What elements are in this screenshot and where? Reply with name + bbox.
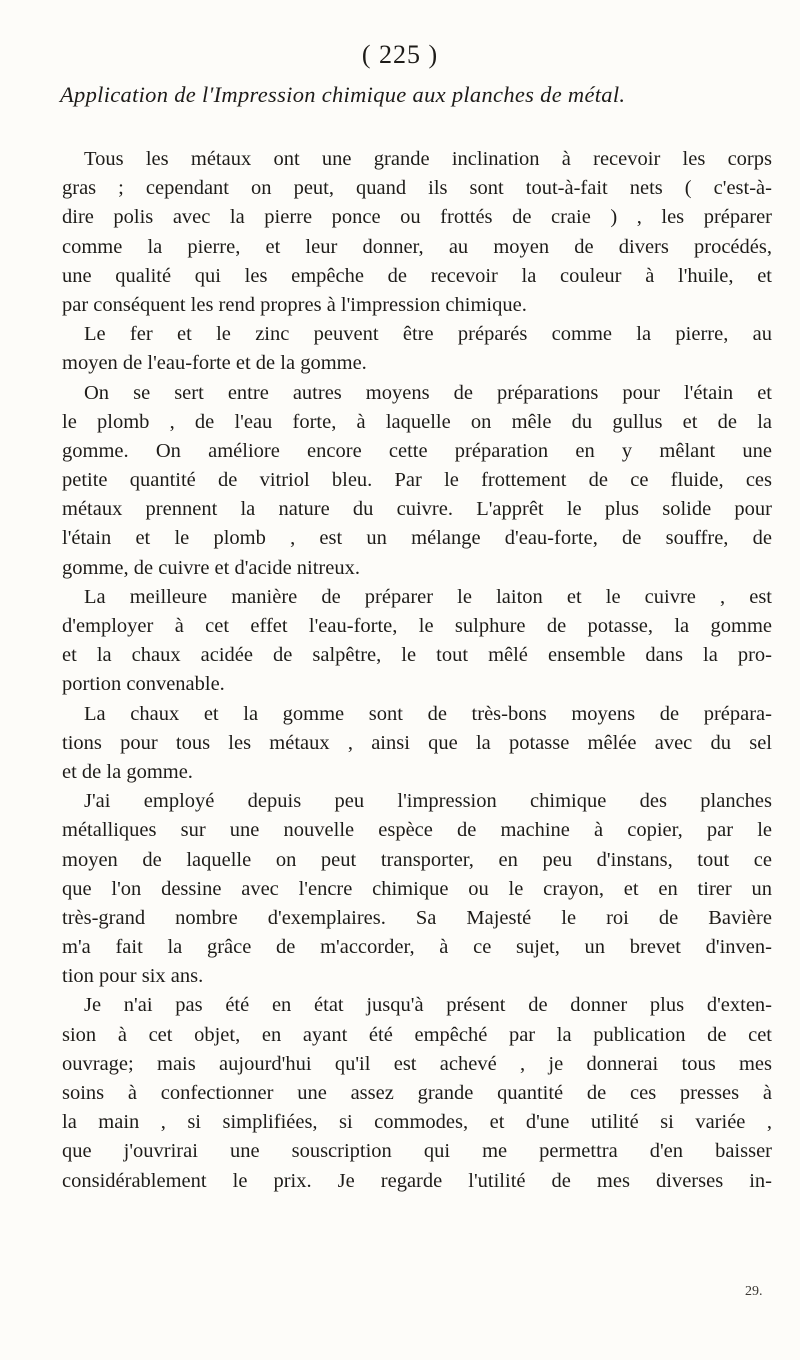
text-line: ouvrage; mais aujourd'hui qu'il est achevé , je donnerai tous mes — [62, 1052, 772, 1075]
text-line: La chaux et la gomme sont de très-bons moyens de prépara- — [84, 702, 772, 725]
text-line: la main , si simplifiées, si commodes, et d'une utilité si variée , — [62, 1111, 772, 1134]
body-text — [62, 145, 772, 1196]
text-line: l'étain et le plomb , est un mélange d'eau-forte, de souffre, de — [62, 527, 772, 550]
text-line: moyen de laquelle on peut transporter, en peu d'instans, tout ce — [62, 848, 772, 871]
text-line: d'employer à cet effet l'eau-forte, le sulphure de potasse, la gomme — [62, 615, 772, 637]
text-line: Je n'ai pas été en état jusqu'à présent de donner plus d'exten- — [84, 994, 772, 1017]
text-line: gomme, de cuivre et d'acide nitreux. — [62, 556, 360, 579]
text-line: que l'on dessine avec l'encre chimique ou le crayon, et en tirer un — [62, 877, 772, 900]
text-line: comme la pierre, et leur donner, au moyen de divers procédés, — [62, 235, 772, 258]
text-line: soins à confectionner une assez grande quantité de ces presses à — [62, 1082, 772, 1104]
text-line: très-grand nombre d'exemplaires. Sa Majesté le roi de Bavière — [62, 906, 772, 929]
text-line: portion convenable. — [62, 673, 225, 696]
text-line: J'ai employé depuis peu l'impression chimique des planches — [84, 790, 772, 813]
text-line: m'a fait la grâce de m'accorder, à ce sujet, un brevet d'inven- — [62, 936, 772, 959]
text-line: Le fer et le zinc peuvent être préparés comme la pierre, au — [84, 323, 772, 346]
signature-mark: 29. — [745, 1284, 763, 1299]
text-line: une qualité qui les empêche de recevoir la couleur à l'huile, et — [62, 264, 772, 287]
text-line: tion pour six ans. — [62, 965, 204, 988]
text-line: tions pour tous les métaux , ainsi que la potasse mêlée avec du sel — [62, 731, 772, 754]
text-line: et de la gomme. — [62, 760, 193, 783]
text-line: par conséquent les rend propres à l'impression chimique. — [62, 293, 527, 316]
text-line: On se sert entre autres moyens de préparations pour l'étain et — [84, 381, 772, 404]
text-line: et la chaux acidée de salpêtre, le tout mêlé ensemble dans la pro- — [62, 644, 772, 667]
text-line: dire polis avec la pierre ponce ou frottés de craie ) , les préparer — [62, 206, 772, 229]
text-line: La meilleure manière de préparer le laiton et le cuivre , est — [84, 585, 772, 608]
text-line: métaux prennent la nature du cuivre. L'apprêt le plus solide pour — [62, 498, 772, 521]
text-line: moyen de l'eau-forte et de la gomme. — [62, 352, 367, 375]
text-line: métalliques sur une nouvelle espèce de machine à copier, par le — [62, 819, 772, 842]
text-line: gras ; cependant on peut, quand ils sont tout-à-fait nets ( c'est-à- — [62, 177, 772, 200]
text-line: considérablement le prix. Je regarde l'utilité de mes diverses in- — [62, 1169, 772, 1192]
text-line: que j'ouvrirai une souscription qui me permettra d'en baisser — [62, 1140, 772, 1163]
section-title: Application de l'Impression chimique aux planches de métal. — [60, 82, 626, 107]
page-number: ( 225 ) — [361, 40, 439, 69]
text-line: le plomb , de l'eau forte, à laquelle on mêle du gullus et de la — [62, 410, 772, 433]
text-line: Tous les métaux ont une grande inclination à recevoir les corps — [84, 148, 772, 170]
text-line: sion à cet objet, en ayant été empêché par la publication de cet — [62, 1023, 772, 1046]
text-line: gomme. On améliore encore cette préparation en y mêlant une — [62, 439, 772, 462]
text-line: petite quantité de vitriol bleu. Par le frottement de ce fluide, ces — [62, 469, 772, 492]
